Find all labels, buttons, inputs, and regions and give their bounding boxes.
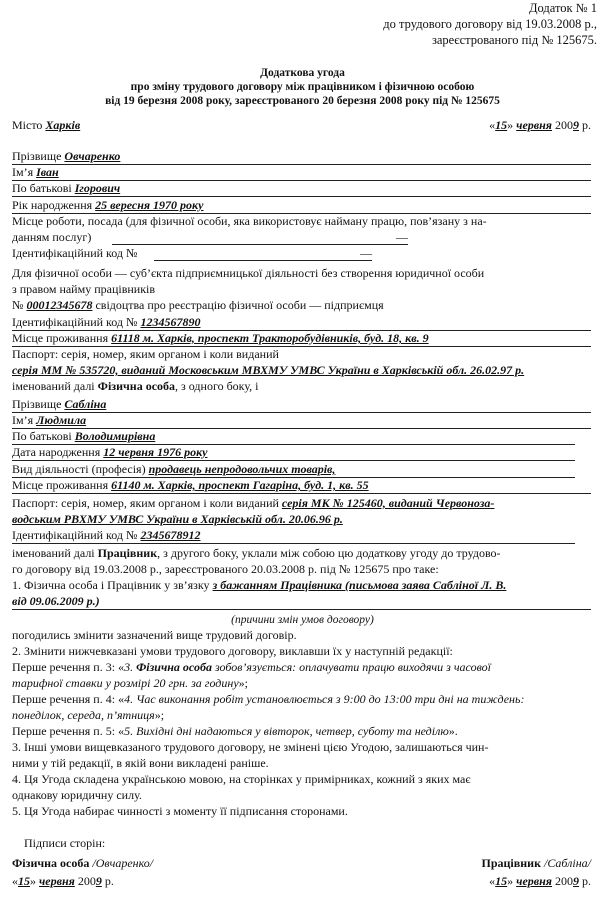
sentence-1-end: »; <box>238 676 248 690</box>
signature-right-date <box>489 873 591 889</box>
right-date-year-suffix: р. <box>579 874 591 888</box>
employer-surname-row <box>12 148 591 165</box>
employer-name-label: Ім’я <box>12 165 34 179</box>
employee-named-suffix: , з другого боку, уклали між собою цю додаткову угоду до трудово- <box>157 546 501 560</box>
employer-workplace-text-2: данням послуг) <box>12 230 92 244</box>
employer-birth-row <box>12 197 591 214</box>
employer-id-blank <box>154 245 372 261</box>
title-line-1: Додаткова угода <box>260 67 345 79</box>
employee-patronymic-label: По батькові <box>12 429 72 443</box>
sentence-2-row-1 <box>12 691 591 707</box>
employee-named-prefix: іменований далі <box>12 546 95 560</box>
employer-passport-row <box>12 362 591 378</box>
sentence-3-text: 5. Вихідні дні надаються у вівторок, четвер, суботу та неділю <box>124 724 449 738</box>
appendix-line-1: Додаток № 1 <box>528 1 597 15</box>
signature-dates-row <box>12 873 591 889</box>
employer-surname-label: Прізвище <box>12 149 62 163</box>
right-date-quote-close: » <box>507 874 514 888</box>
certificate-number: 00012345678 <box>26 298 93 312</box>
employee-residence-row <box>12 477 591 494</box>
employee-patronymic-row <box>12 428 575 445</box>
employer-named-role: Фізична особа <box>97 379 176 393</box>
employee-passport-label: Паспорт: серія, номер, яким органом і коли виданий <box>12 496 279 510</box>
paragraph-2-row <box>12 643 591 659</box>
employer-patronymic: Ігорович <box>74 181 121 195</box>
paragraph-3-text-2: ними у тій редакції, в якій вони викладені раніше. <box>12 756 269 770</box>
place-date-row <box>12 117 591 133</box>
signature-right-name: /Сабліна/ <box>540 856 591 870</box>
right-date-month: червня <box>516 874 552 888</box>
employee-id: 2345678912 <box>140 528 201 542</box>
title-line-2: про зміну трудового договору між працівником і фізичною особою <box>130 81 475 93</box>
employer-name: Іван <box>36 165 59 179</box>
signature-left-date <box>12 874 114 888</box>
entrepreneur-row-1 <box>12 265 591 281</box>
employer-workplace-row-1 <box>12 213 591 229</box>
employee-residence-label: Місце проживання <box>12 478 109 492</box>
paragraph-4-row-1 <box>12 771 591 787</box>
date-month: червня <box>516 118 552 132</box>
paragraph-1-prefix: 1. Фізична особа і Працівник у зв’язку <box>12 578 210 592</box>
date-quote-open: « <box>489 118 496 132</box>
sentence-1-text-1: зобов’язується: оплачувати працю виходячи з часової <box>214 660 491 674</box>
employee-surname: Сабліна <box>64 397 107 411</box>
reason-caption: (причини змін умов договору) <box>231 614 374 626</box>
employer-residence: 61118 м. Харків, проспект Тракторобудівників, буд. 18, кв. 9 <box>111 331 429 345</box>
employee-surname-row <box>12 396 591 413</box>
sentence-1-row-2 <box>12 675 591 691</box>
sentence-2-row-2 <box>12 707 591 723</box>
right-date-quote-open: « <box>489 874 496 888</box>
employee-named-role: Працівник <box>97 546 158 560</box>
employee-id-row <box>12 527 575 544</box>
city-value: Харків <box>45 118 81 132</box>
sentence-2-text-1: 4. Час виконання робіт установлюється з 9:00 до 13:00 три дні на тиждень: <box>124 692 525 706</box>
certificate-prefix: № <box>12 298 24 312</box>
paragraph-2-text: 2. Змінити нижчевказані умови трудового договору, виклавши їх у наступній редакції: <box>12 644 453 658</box>
left-date-day: 15 <box>18 874 30 888</box>
sentence-3-end: ». <box>448 724 458 738</box>
sentence-1-row-1 <box>12 659 591 675</box>
paragraph-4-row-2 <box>12 787 591 803</box>
employee-passport-1: серія МК № 125460, виданий Червоноза- <box>281 496 495 510</box>
paragraph-5-text: 5. Ця Угода набирає чинності з моменту її підписання сторонами. <box>12 804 348 818</box>
sentence-2-prefix: Перше речення п. 4: « <box>12 692 125 706</box>
employer-id2: 1234567890 <box>140 315 201 329</box>
appendix-line-2: до трудового договору від 19.03.2008 р., <box>383 17 597 31</box>
date-day: 15 <box>495 118 508 132</box>
employer-residence-row <box>12 330 591 347</box>
sentence-1-prefix: Перше речення п. 3: « <box>12 660 125 674</box>
employee-name: Людмила <box>36 413 87 427</box>
sentence-3-row <box>12 723 591 739</box>
employee-birth-row <box>12 444 575 461</box>
reason-caption-row <box>0 611 605 627</box>
sentence-2-text-2: понеділок, середа, п’ятниця <box>12 708 155 722</box>
employee-name-row <box>12 412 591 429</box>
employer-named-prefix: іменований далі <box>12 379 95 393</box>
date-quote-close: » <box>507 118 514 132</box>
employer-workplace-row-2 <box>12 229 591 245</box>
certificate-row <box>12 297 591 313</box>
employer-workplace-dash: — <box>396 230 408 244</box>
employer-id-row <box>12 245 591 261</box>
signatures-row <box>12 855 591 871</box>
employer-id-dash: — <box>360 246 372 260</box>
date-year-digit: 9 <box>573 118 579 132</box>
paragraph-1-reason-2: від 09.06.2009 р.) <box>12 594 100 608</box>
left-date-year-suffix: р. <box>101 874 114 888</box>
title-line-3: від 19 березня 2008 року, зареєстрованого 20 березня 2008 року під № 125675 <box>105 95 500 107</box>
employer-birth: 25 вересня 1970 року <box>95 198 204 212</box>
employer-named-suffix: , з одного боку, і <box>175 379 259 393</box>
employee-name-label: Ім’я <box>12 413 34 427</box>
contract-text: го договору від 19.03.2008 р., зареєстрованого 20.03.2008 р. під № 125675 про таке: <box>12 562 439 576</box>
employee-birth: 12 червня 1976 року <box>103 445 208 459</box>
entrepreneur-text-1: Для фізичної особи — суб’єкта підприємницької діяльності без створення юридичної особи <box>12 266 485 280</box>
date-year-prefix: 200 <box>555 118 573 132</box>
document-title <box>0 66 605 108</box>
right-date-day: 15 <box>495 874 508 888</box>
employer-id2-row <box>12 314 591 331</box>
employer-id-label: Ідентифікаційний код № <box>12 246 138 260</box>
employee-named-row <box>12 545 591 561</box>
sentence-3-prefix: Перше речення п. 5: « <box>12 724 125 738</box>
left-date-quote-open: « <box>12 874 18 888</box>
employer-name-row <box>12 164 591 181</box>
entrepreneur-row-2 <box>12 281 591 297</box>
contract-row <box>12 561 591 577</box>
paragraph-4-text-2: однакову юридичну силу. <box>12 788 142 802</box>
employee-passport-row-1 <box>12 495 591 511</box>
paragraph-1-row-1 <box>12 577 591 593</box>
employee-passport-2: водським РВХМУ УМВС України в Харківській обл. 20.06.96 р. <box>12 512 343 526</box>
employee-birth-label: Дата народження <box>12 445 101 459</box>
left-date-year-prefix: 200 <box>77 874 96 888</box>
sentence-1-role: Фізична особа <box>136 660 212 674</box>
employee-residence: 61140 м. Харків, проспект Гагаріна, буд. 1, кв. 55 <box>111 478 369 492</box>
employer-id2-label: Ідентифікаційний код № <box>12 315 138 329</box>
paragraph-5-row <box>12 803 591 819</box>
right-date-year-prefix: 200 <box>555 874 573 888</box>
entrepreneur-text-2: з правом найму працівників <box>12 282 156 296</box>
employee-patronymic: Володимирівна <box>74 429 156 443</box>
certificate-text: свідоцтва про реєстрацію фізичної особи — підприємця <box>95 298 384 312</box>
signature-left-role: Фізична особа <box>12 856 90 870</box>
employee-activity-row <box>12 461 575 478</box>
paragraph-3-text-1: 3. Інші умови вищевказаного трудового договору, не змінені цією Угодою, залишаються чин- <box>12 740 489 754</box>
appendix-header <box>383 0 597 48</box>
signatures-label-row <box>24 835 591 851</box>
employer-surname: Овчаренко <box>64 149 121 163</box>
sentence-1-text-2: тарифної ставки у розмірі 20 грн. за годину <box>12 676 239 690</box>
employer-workplace-blank <box>112 229 408 245</box>
document-date <box>489 117 591 133</box>
city-label: Місто <box>12 118 43 132</box>
paragraph-1-reason-1: з бажанням Працівника (письмова заява Сабліної Л. В. <box>212 578 507 592</box>
employee-id-label: Ідентифікаційний код № <box>12 528 138 542</box>
sentence-2-end: »; <box>154 708 165 722</box>
agreed-row <box>12 627 591 643</box>
employer-residence-label: Місце проживання <box>12 331 109 345</box>
paragraph-3-row-1 <box>12 739 591 755</box>
employer-passport-label: Паспорт: серія, номер, яким органом і коли виданий <box>12 347 279 361</box>
signature-left-name: /Овчаренко/ <box>89 856 154 870</box>
agreed-text: погодились змінити зазначений вище трудовий договір. <box>12 628 297 642</box>
paragraph-4-text-1: 4. Ця Угода складена українською мовою, на сторінках у примірниках, кожний з яких має <box>12 772 471 786</box>
employer-named-row <box>12 378 591 394</box>
paragraph-3-row-2 <box>12 755 591 771</box>
employer-patronymic-label: По батькові <box>12 181 72 195</box>
employee-passport-row-2 <box>12 511 591 527</box>
employee-surname-label: Прізвище <box>12 397 62 411</box>
right-date-year-digit: 9 <box>573 874 579 888</box>
left-date-year-digit: 9 <box>95 874 102 888</box>
employee-activity: продавець непродовольчих товарів, <box>148 462 336 476</box>
appendix-line-3: зареєстрованого під № 125675. <box>431 33 597 47</box>
employer-passport-label-row <box>12 346 591 362</box>
paragraph-1-row-2 <box>12 593 591 610</box>
employee-activity-label: Вид діяльності (професія) <box>12 462 146 476</box>
employer-workplace-text-1: Місце роботи, посада (для фізичної особи, яка використовує найману працю, пов’язану з на- <box>12 214 487 228</box>
signatures-label: Підписи сторін: <box>24 836 106 850</box>
signature-right-role: Працівник <box>481 856 541 870</box>
date-year-suffix: р. <box>579 118 591 132</box>
employer-patronymic-row <box>12 180 591 197</box>
employer-birth-label: Рік народження <box>12 198 93 212</box>
signature-right <box>482 855 592 871</box>
employer-passport: серія ММ № 535720, виданий Московським МВХМУ УМВС України в Харківській обл. 26.02.97 р. <box>12 363 525 377</box>
left-date-month: червня <box>39 874 75 888</box>
sentence-1-num: 3. <box>124 660 134 674</box>
left-date-quote-close: » <box>30 874 36 888</box>
